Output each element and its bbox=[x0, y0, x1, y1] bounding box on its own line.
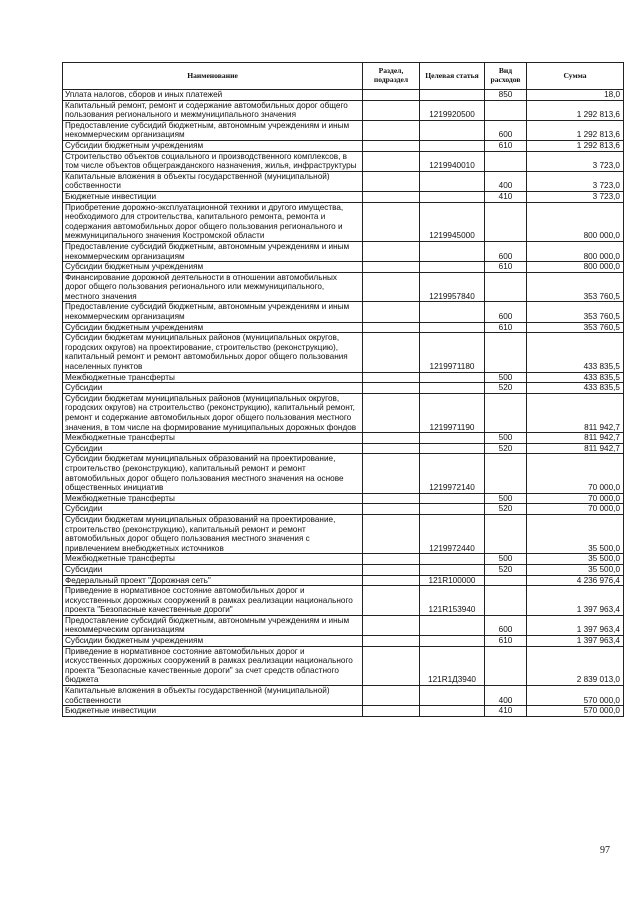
cell-name: Субсидии бюджетным учреждениям bbox=[63, 262, 363, 273]
cell-target bbox=[420, 302, 485, 322]
table-row bbox=[63, 262, 624, 273]
cell-name: Приведение в нормативное состояние автомобильных дорог и искусственных дорожных сооружений в рамках реализации национального проекта "Безопасные качественные дороги" за счет средств областного бюджета bbox=[63, 646, 363, 685]
cell-section bbox=[363, 262, 420, 273]
cell-sum: 433 835,5 bbox=[527, 333, 624, 372]
table-row bbox=[63, 372, 624, 383]
cell-type bbox=[485, 393, 527, 432]
cell-type: 850 bbox=[485, 90, 527, 101]
cell-name: Приобретение дорожно-эксплуатационной техники и другого имущества, необходимого для строительства, капитального ремонта, ремонта и содержания автомобильных дорог общего пользования регионального и межмуниципального значения Костромской области bbox=[63, 202, 363, 241]
cell-section bbox=[363, 706, 420, 717]
table-row bbox=[63, 686, 624, 706]
cell-type bbox=[485, 272, 527, 302]
cell-name: Предоставление субсидий бюджетным, автономным учреждениям и иным некоммерческим организациям bbox=[63, 120, 363, 140]
table-row bbox=[63, 151, 624, 171]
table-row bbox=[63, 554, 624, 565]
cell-target: 121R1Д3940 bbox=[420, 646, 485, 685]
cell-section bbox=[363, 120, 420, 140]
cell-type: 610 bbox=[485, 636, 527, 647]
cell-name: Капитальный ремонт, ремонт и содержание автомобильных дорог общего пользования регионального и межмуниципального значения bbox=[63, 100, 363, 120]
table-row bbox=[63, 120, 624, 140]
cell-type: 500 bbox=[485, 372, 527, 383]
cell-type: 500 bbox=[485, 433, 527, 444]
cell-section bbox=[363, 433, 420, 444]
cell-target bbox=[420, 322, 485, 333]
cell-name: Предоставление субсидий бюджетным, автономным учреждениям и иным некоммерческим организациям bbox=[63, 241, 363, 261]
cell-type bbox=[485, 202, 527, 241]
cell-target bbox=[420, 191, 485, 202]
cell-sum: 1 292 813,6 bbox=[527, 120, 624, 140]
cell-type: 520 bbox=[485, 383, 527, 394]
cell-type: 600 bbox=[485, 615, 527, 635]
cell-target: 1219945000 bbox=[420, 202, 485, 241]
cell-sum: 35 500,0 bbox=[527, 564, 624, 575]
cell-section bbox=[363, 90, 420, 101]
cell-target bbox=[420, 554, 485, 565]
table-row bbox=[63, 383, 624, 394]
table-row bbox=[63, 90, 624, 101]
cell-name: Бюджетные инвестиции bbox=[63, 706, 363, 717]
cell-section bbox=[363, 333, 420, 372]
cell-section bbox=[363, 575, 420, 586]
header-type: Вид расходов bbox=[485, 63, 527, 90]
cell-target: 1219972140 bbox=[420, 454, 485, 493]
table-row bbox=[63, 564, 624, 575]
cell-section bbox=[363, 372, 420, 383]
cell-target bbox=[420, 372, 485, 383]
table-row bbox=[63, 443, 624, 454]
header-section: Раздел, подраздел bbox=[363, 63, 420, 90]
cell-section bbox=[363, 454, 420, 493]
cell-target: 1219920500 bbox=[420, 100, 485, 120]
cell-section bbox=[363, 383, 420, 394]
cell-target bbox=[420, 433, 485, 444]
cell-section bbox=[363, 686, 420, 706]
cell-target: 121R153940 bbox=[420, 586, 485, 616]
table-row bbox=[63, 514, 624, 553]
cell-target bbox=[420, 706, 485, 717]
cell-type bbox=[485, 333, 527, 372]
cell-name: Субсидии bbox=[63, 564, 363, 575]
cell-name: Субсидии бюджетам муниципальных районов (муниципальных округов, городских округов) на строительство (реконструкцию), капитальный ремонт, ремонт и содержание автомобильных дорог общего пользования местного значения, в том числе на формирование муниципальных дорожных фондов bbox=[63, 393, 363, 432]
cell-name: Межбюджетные трансферты bbox=[63, 493, 363, 504]
cell-sum: 18,0 bbox=[527, 90, 624, 101]
cell-sum: 433 835,5 bbox=[527, 383, 624, 394]
cell-type bbox=[485, 100, 527, 120]
cell-section bbox=[363, 493, 420, 504]
cell-target bbox=[420, 262, 485, 273]
cell-target bbox=[420, 383, 485, 394]
cell-sum: 800 000,0 bbox=[527, 262, 624, 273]
cell-sum: 800 000,0 bbox=[527, 241, 624, 261]
table-row bbox=[63, 202, 624, 241]
table-row bbox=[63, 272, 624, 302]
cell-target bbox=[420, 140, 485, 151]
cell-section bbox=[363, 272, 420, 302]
cell-target bbox=[420, 504, 485, 515]
table-row bbox=[63, 454, 624, 493]
cell-type: 600 bbox=[485, 241, 527, 261]
cell-type bbox=[485, 575, 527, 586]
cell-sum: 70 000,0 bbox=[527, 504, 624, 515]
cell-type bbox=[485, 514, 527, 553]
cell-target bbox=[420, 564, 485, 575]
table-row bbox=[63, 615, 624, 635]
cell-sum: 433 835,5 bbox=[527, 372, 624, 383]
cell-name: Межбюджетные трансферты bbox=[63, 433, 363, 444]
cell-section bbox=[363, 171, 420, 191]
cell-target bbox=[420, 493, 485, 504]
cell-type: 400 bbox=[485, 686, 527, 706]
cell-name: Субсидии бюджетным учреждениям bbox=[63, 140, 363, 151]
cell-name: Финансирование дорожной деятельности в отношении автомобильных дорог общего пользования регионального или межмуниципального, местного значения bbox=[63, 272, 363, 302]
cell-section bbox=[363, 241, 420, 261]
header-target: Целевая статья bbox=[420, 63, 485, 90]
cell-section bbox=[363, 140, 420, 151]
cell-name: Капитальные вложения в объекты государственной (муниципальной) собственности bbox=[63, 686, 363, 706]
cell-target: 121R100000 bbox=[420, 575, 485, 586]
cell-section bbox=[363, 554, 420, 565]
cell-name: Субсидии бюджетам муниципальных районов (муниципальных округов, городских округов) на проектирование, строительство (реконструкцию), капитальный ремонт и ремонт автомобильных дорог общего пользования населенных пунктов bbox=[63, 333, 363, 372]
table-row bbox=[63, 706, 624, 717]
table-row bbox=[63, 140, 624, 151]
cell-type: 410 bbox=[485, 706, 527, 717]
cell-section bbox=[363, 191, 420, 202]
table-row bbox=[63, 575, 624, 586]
cell-name: Субсидии bbox=[63, 383, 363, 394]
table-row bbox=[63, 333, 624, 372]
cell-sum: 353 760,5 bbox=[527, 272, 624, 302]
cell-sum: 35 500,0 bbox=[527, 514, 624, 553]
cell-target: 1219972440 bbox=[420, 514, 485, 553]
cell-name: Субсидии bbox=[63, 504, 363, 515]
table-row bbox=[63, 100, 624, 120]
cell-sum: 3 723,0 bbox=[527, 191, 624, 202]
cell-sum: 35 500,0 bbox=[527, 554, 624, 565]
cell-name: Субсидии бюджетам муниципальных образований на проектирование, строительство (реконструкцию), капитальный ремонт и ремонт автомобильных дорог общего пользования местного значения с привлечением внебюджетных источников bbox=[63, 514, 363, 553]
cell-type: 520 bbox=[485, 564, 527, 575]
header-sum: Сумма bbox=[527, 63, 624, 90]
cell-sum: 811 942,7 bbox=[527, 443, 624, 454]
cell-section bbox=[363, 504, 420, 515]
cell-type: 500 bbox=[485, 554, 527, 565]
cell-target: 1219971180 bbox=[420, 333, 485, 372]
cell-type: 500 bbox=[485, 493, 527, 504]
table-row bbox=[63, 171, 624, 191]
cell-section bbox=[363, 636, 420, 647]
cell-target bbox=[420, 686, 485, 706]
cell-sum: 811 942,7 bbox=[527, 393, 624, 432]
cell-type: 600 bbox=[485, 302, 527, 322]
cell-type bbox=[485, 151, 527, 171]
cell-name: Федеральный проект "Дорожная сеть" bbox=[63, 575, 363, 586]
table-row bbox=[63, 302, 624, 322]
cell-section bbox=[363, 151, 420, 171]
cell-name: Субсидии бюджетным учреждениям bbox=[63, 322, 363, 333]
cell-target bbox=[420, 443, 485, 454]
cell-target: 1219957840 bbox=[420, 272, 485, 302]
cell-name: Бюджетные инвестиции bbox=[63, 191, 363, 202]
budget-table bbox=[62, 62, 624, 717]
cell-section bbox=[363, 646, 420, 685]
table-row bbox=[63, 636, 624, 647]
cell-type: 520 bbox=[485, 443, 527, 454]
cell-section bbox=[363, 586, 420, 616]
cell-sum: 800 000,0 bbox=[527, 202, 624, 241]
cell-section bbox=[363, 322, 420, 333]
table-row bbox=[63, 493, 624, 504]
cell-type: 610 bbox=[485, 262, 527, 273]
cell-type bbox=[485, 586, 527, 616]
cell-target bbox=[420, 636, 485, 647]
table-header-row bbox=[63, 63, 624, 90]
cell-sum: 70 000,0 bbox=[527, 493, 624, 504]
cell-target: 1219940010 bbox=[420, 151, 485, 171]
cell-sum: 353 760,5 bbox=[527, 302, 624, 322]
cell-target: 1219971190 bbox=[420, 393, 485, 432]
header-name: Наименование bbox=[63, 63, 363, 90]
cell-name: Капитальные вложения в объекты государственной (муниципальной) собственности bbox=[63, 171, 363, 191]
cell-type: 610 bbox=[485, 140, 527, 151]
cell-section bbox=[363, 393, 420, 432]
cell-sum: 1 397 963,4 bbox=[527, 586, 624, 616]
cell-type: 520 bbox=[485, 504, 527, 515]
cell-target bbox=[420, 615, 485, 635]
cell-type: 410 bbox=[485, 191, 527, 202]
table-row bbox=[63, 504, 624, 515]
cell-sum: 2 839 013,0 bbox=[527, 646, 624, 685]
cell-type bbox=[485, 646, 527, 685]
cell-target bbox=[420, 120, 485, 140]
table-row bbox=[63, 586, 624, 616]
cell-sum: 4 236 976,4 bbox=[527, 575, 624, 586]
cell-sum: 1 292 813,6 bbox=[527, 140, 624, 151]
cell-section bbox=[363, 202, 420, 241]
cell-section bbox=[363, 302, 420, 322]
cell-section bbox=[363, 443, 420, 454]
cell-name: Уплата налогов, сборов и иных платежей bbox=[63, 90, 363, 101]
table-row bbox=[63, 646, 624, 685]
cell-name: Предоставление субсидий бюджетным, автономным учреждениям и иным некоммерческим организациям bbox=[63, 302, 363, 322]
cell-type: 600 bbox=[485, 120, 527, 140]
cell-target bbox=[420, 171, 485, 191]
cell-sum: 3 723,0 bbox=[527, 151, 624, 171]
cell-sum: 570 000,0 bbox=[527, 706, 624, 717]
cell-target bbox=[420, 241, 485, 261]
page-number: 97 bbox=[600, 845, 610, 856]
cell-name: Межбюджетные трансферты bbox=[63, 554, 363, 565]
cell-sum: 1 292 813,6 bbox=[527, 100, 624, 120]
cell-sum: 1 397 963,4 bbox=[527, 615, 624, 635]
cell-section bbox=[363, 100, 420, 120]
cell-type: 610 bbox=[485, 322, 527, 333]
cell-section bbox=[363, 615, 420, 635]
table-row bbox=[63, 322, 624, 333]
cell-sum: 353 760,5 bbox=[527, 322, 624, 333]
cell-sum: 1 397 963,4 bbox=[527, 636, 624, 647]
cell-type bbox=[485, 454, 527, 493]
cell-sum: 811 942,7 bbox=[527, 433, 624, 444]
cell-sum: 3 723,0 bbox=[527, 171, 624, 191]
cell-sum: 70 000,0 bbox=[527, 454, 624, 493]
table-row bbox=[63, 191, 624, 202]
cell-name: Субсидии бюджетным учреждениям bbox=[63, 636, 363, 647]
cell-sum: 570 000,0 bbox=[527, 686, 624, 706]
cell-name: Субсидии bbox=[63, 443, 363, 454]
budget-table-page bbox=[62, 62, 623, 717]
cell-name: Предоставление субсидий бюджетным, автономным учреждениям и иным некоммерческим организациям bbox=[63, 615, 363, 635]
cell-section bbox=[363, 514, 420, 553]
table-row bbox=[63, 241, 624, 261]
cell-name: Приведение в нормативное состояние автомобильных дорог и искусственных дорожных сооружений в рамках реализации национального проекта "Безопасные качественные дороги" bbox=[63, 586, 363, 616]
cell-section bbox=[363, 564, 420, 575]
cell-name: Субсидии бюджетам муниципальных образований на проектирование, строительство (реконструкцию), капитальный ремонт и ремонт автомобильных дорог общего пользования местного значения на основе общественных инициатив bbox=[63, 454, 363, 493]
table-row bbox=[63, 433, 624, 444]
cell-name: Строительство объектов социального и производственного комплексов, в том числе объектов общегражданского назначения, жилья, инфраструктуры bbox=[63, 151, 363, 171]
cell-type: 400 bbox=[485, 171, 527, 191]
table-body bbox=[63, 90, 624, 717]
table-row bbox=[63, 393, 624, 432]
cell-target bbox=[420, 90, 485, 101]
cell-name: Межбюджетные трансферты bbox=[63, 372, 363, 383]
